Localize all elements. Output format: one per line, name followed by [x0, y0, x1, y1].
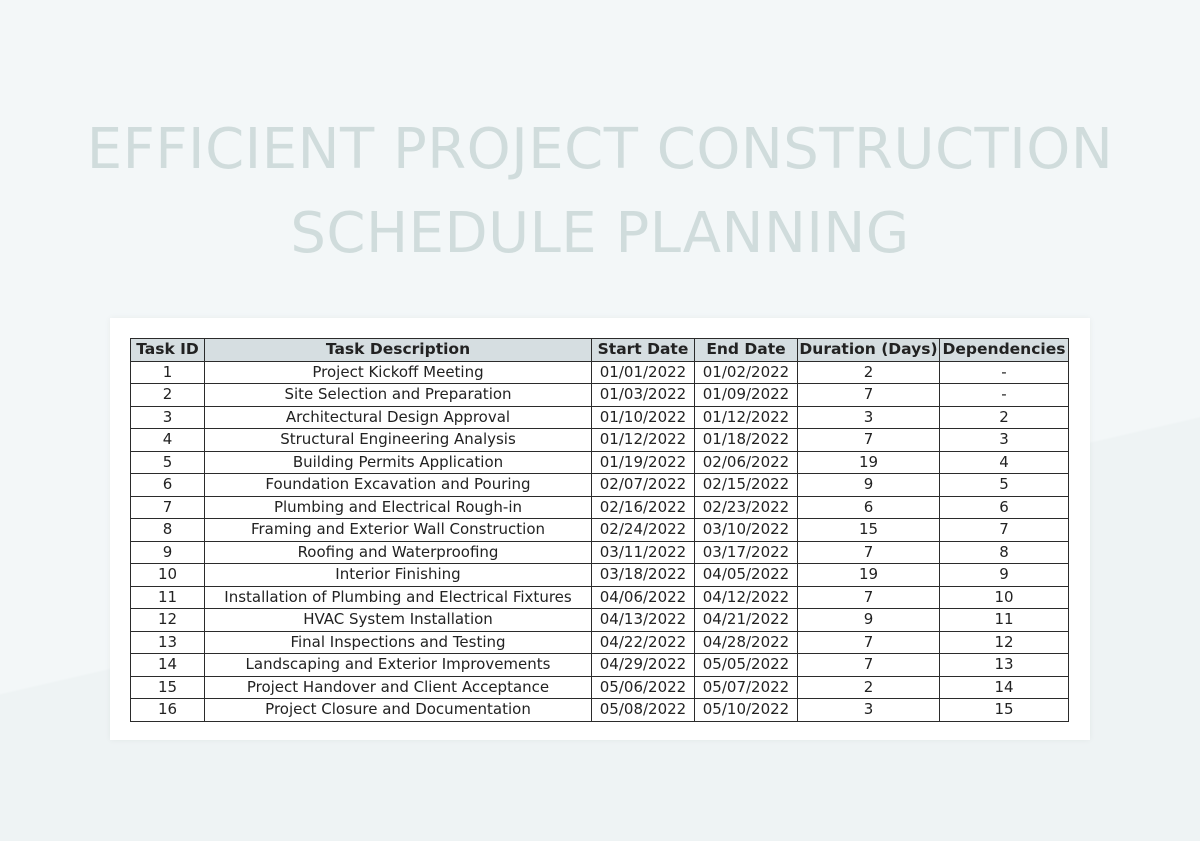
duration-cell: 15	[798, 519, 940, 542]
start-date-cell: 04/29/2022	[592, 654, 695, 677]
task-description-cell: Installation of Plumbing and Electrical Fixtures	[205, 586, 592, 609]
start-date-cell: 02/24/2022	[592, 519, 695, 542]
end-date-cell: 01/09/2022	[695, 384, 798, 407]
dependencies-cell: 11	[940, 609, 1069, 632]
page-title	[0, 108, 1200, 276]
table-row	[131, 429, 1069, 452]
start-date-cell: 01/12/2022	[592, 429, 695, 452]
start-date-cell: 03/11/2022	[592, 541, 695, 564]
task-id-cell: 9	[131, 541, 205, 564]
table-row	[131, 519, 1069, 542]
end-date-header: End Date	[695, 339, 798, 362]
task-description-cell: HVAC System Installation	[205, 609, 592, 632]
duration-cell: 3	[798, 406, 940, 429]
duration-cell: 2	[798, 361, 940, 384]
title-line-1: EFFICIENT PROJECT CONSTRUCTION	[86, 117, 1114, 182]
table-row	[131, 586, 1069, 609]
task-id-cell: 13	[131, 631, 205, 654]
end-date-cell: 04/28/2022	[695, 631, 798, 654]
table-row	[131, 406, 1069, 429]
end-date-cell: 02/15/2022	[695, 474, 798, 497]
task-description-cell: Project Handover and Client Acceptance	[205, 676, 592, 699]
task-description-cell: Structural Engineering Analysis	[205, 429, 592, 452]
task-id-cell: 2	[131, 384, 205, 407]
start-date-cell: 04/06/2022	[592, 586, 695, 609]
dependencies-cell: 6	[940, 496, 1069, 519]
task-id-cell: 14	[131, 654, 205, 677]
end-date-cell: 01/12/2022	[695, 406, 798, 429]
task-id-cell: 4	[131, 429, 205, 452]
task-id-cell: 8	[131, 519, 205, 542]
dependencies-cell: 8	[940, 541, 1069, 564]
end-date-cell: 05/07/2022	[695, 676, 798, 699]
start-date-cell: 01/03/2022	[592, 384, 695, 407]
task-description-cell: Interior Finishing	[205, 564, 592, 587]
task-description-cell: Final Inspections and Testing	[205, 631, 592, 654]
table-row	[131, 631, 1069, 654]
start-date-cell: 02/16/2022	[592, 496, 695, 519]
task-description-cell: Site Selection and Preparation	[205, 384, 592, 407]
table-row	[131, 361, 1069, 384]
end-date-cell: 01/02/2022	[695, 361, 798, 384]
duration-cell: 3	[798, 699, 940, 722]
table-row	[131, 384, 1069, 407]
end-date-cell: 04/12/2022	[695, 586, 798, 609]
duration-cell: 7	[798, 429, 940, 452]
duration-cell: 7	[798, 384, 940, 407]
task-description-header: Task Description	[205, 339, 592, 362]
schedule-card	[110, 318, 1090, 740]
end-date-cell: 01/18/2022	[695, 429, 798, 452]
task-description-cell: Building Permits Application	[205, 451, 592, 474]
duration-header: Duration (Days)	[798, 339, 940, 362]
task-id-cell: 5	[131, 451, 205, 474]
task-description-cell: Project Closure and Documentation	[205, 699, 592, 722]
duration-cell: 19	[798, 451, 940, 474]
duration-cell: 7	[798, 586, 940, 609]
start-date-cell: 05/06/2022	[592, 676, 695, 699]
duration-cell: 7	[798, 631, 940, 654]
end-date-cell: 02/23/2022	[695, 496, 798, 519]
task-id-cell: 12	[131, 609, 205, 632]
dependencies-cell: 14	[940, 676, 1069, 699]
duration-cell: 7	[798, 541, 940, 564]
table-row	[131, 676, 1069, 699]
end-date-cell: 03/10/2022	[695, 519, 798, 542]
dependencies-header: Dependencies	[940, 339, 1069, 362]
start-date-cell: 03/18/2022	[592, 564, 695, 587]
task-id-cell: 16	[131, 699, 205, 722]
dependencies-cell: 12	[940, 631, 1069, 654]
duration-cell: 2	[798, 676, 940, 699]
task-id-cell: 7	[131, 496, 205, 519]
table-row	[131, 474, 1069, 497]
task-description-cell: Foundation Excavation and Pouring	[205, 474, 592, 497]
dependencies-cell: 13	[940, 654, 1069, 677]
dependencies-cell: 5	[940, 474, 1069, 497]
task-description-cell: Landscaping and Exterior Improvements	[205, 654, 592, 677]
start-date-header: Start Date	[592, 339, 695, 362]
start-date-cell: 04/22/2022	[592, 631, 695, 654]
end-date-cell: 04/05/2022	[695, 564, 798, 587]
start-date-cell: 01/01/2022	[592, 361, 695, 384]
end-date-cell: 02/06/2022	[695, 451, 798, 474]
start-date-cell: 01/10/2022	[592, 406, 695, 429]
dependencies-cell: 10	[940, 586, 1069, 609]
start-date-cell: 05/08/2022	[592, 699, 695, 722]
start-date-cell: 02/07/2022	[592, 474, 695, 497]
table-body	[131, 361, 1069, 721]
task-id-cell: 15	[131, 676, 205, 699]
task-description-cell: Plumbing and Electrical Rough-in	[205, 496, 592, 519]
duration-cell: 9	[798, 609, 940, 632]
title-line-2: SCHEDULE PLANNING	[290, 201, 910, 266]
table-row	[131, 609, 1069, 632]
table-row	[131, 496, 1069, 519]
dependencies-cell: -	[940, 361, 1069, 384]
dependencies-cell: -	[940, 384, 1069, 407]
table-header-row	[131, 339, 1069, 362]
table-row	[131, 654, 1069, 677]
task-id-cell: 11	[131, 586, 205, 609]
task-description-cell: Architectural Design Approval	[205, 406, 592, 429]
task-id-header: Task ID	[131, 339, 205, 362]
duration-cell: 9	[798, 474, 940, 497]
table-row	[131, 564, 1069, 587]
task-id-cell: 6	[131, 474, 205, 497]
duration-cell: 6	[798, 496, 940, 519]
task-id-cell: 10	[131, 564, 205, 587]
table-row	[131, 451, 1069, 474]
dependencies-cell: 3	[940, 429, 1069, 452]
end-date-cell: 05/05/2022	[695, 654, 798, 677]
table-row	[131, 699, 1069, 722]
duration-cell: 19	[798, 564, 940, 587]
start-date-cell: 04/13/2022	[592, 609, 695, 632]
start-date-cell: 01/19/2022	[592, 451, 695, 474]
table-header	[131, 339, 1069, 362]
task-id-cell: 1	[131, 361, 205, 384]
task-description-cell: Framing and Exterior Wall Construction	[205, 519, 592, 542]
end-date-cell: 03/17/2022	[695, 541, 798, 564]
task-description-cell: Project Kickoff Meeting	[205, 361, 592, 384]
dependencies-cell: 4	[940, 451, 1069, 474]
task-description-cell: Roofing and Waterproofing	[205, 541, 592, 564]
dependencies-cell: 9	[940, 564, 1069, 587]
dependencies-cell: 2	[940, 406, 1069, 429]
duration-cell: 7	[798, 654, 940, 677]
end-date-cell: 04/21/2022	[695, 609, 798, 632]
schedule-table	[130, 338, 1069, 722]
end-date-cell: 05/10/2022	[695, 699, 798, 722]
dependencies-cell: 7	[940, 519, 1069, 542]
dependencies-cell: 15	[940, 699, 1069, 722]
table-row	[131, 541, 1069, 564]
task-id-cell: 3	[131, 406, 205, 429]
